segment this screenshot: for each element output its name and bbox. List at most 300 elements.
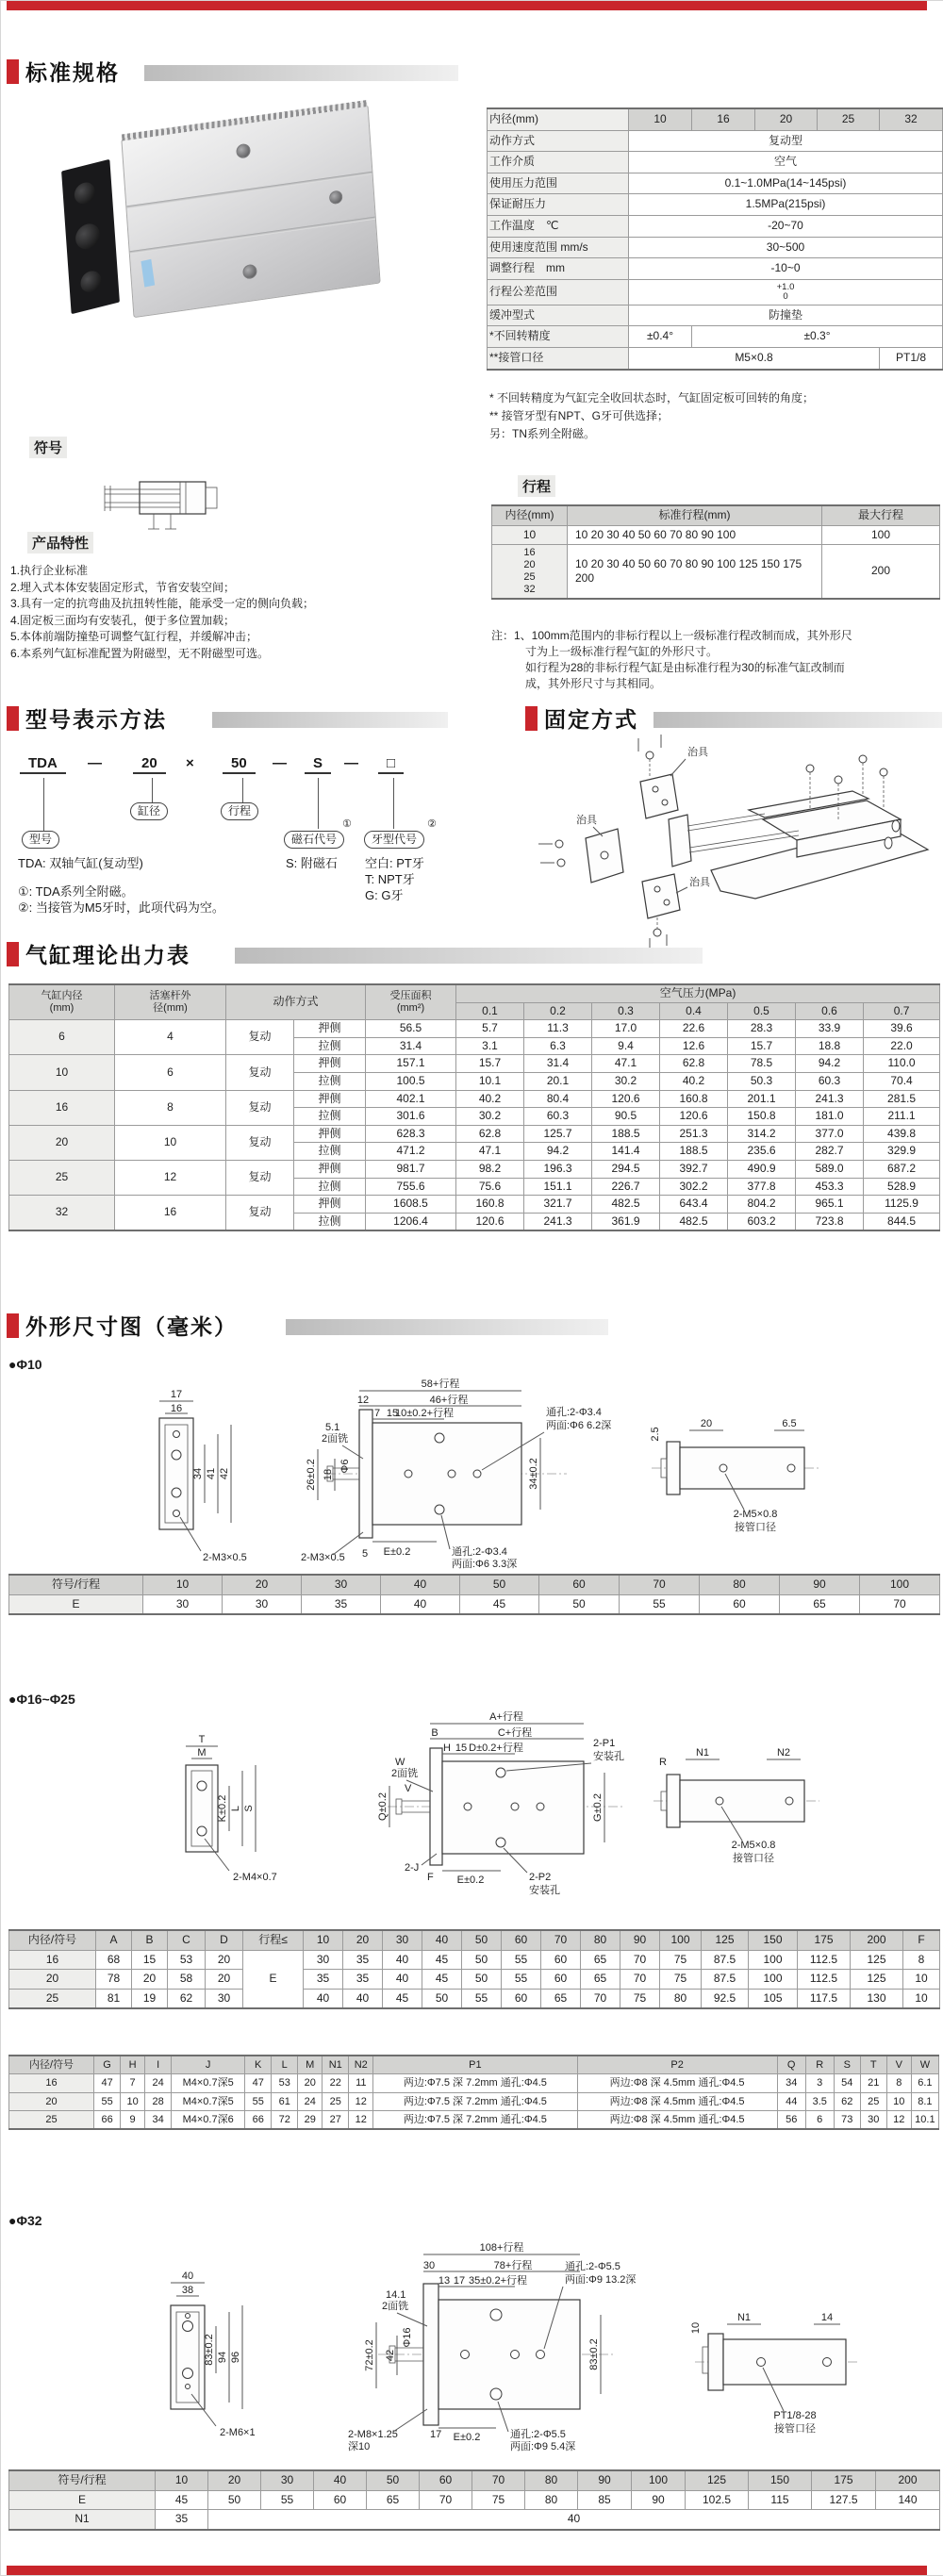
table-cell: 60 (502, 1989, 541, 2008)
table-cell: 28.3 (728, 1020, 796, 1038)
section-marker (525, 706, 538, 731)
connector (393, 778, 394, 829)
table-cell: 复动型 (629, 130, 943, 152)
model-code-note-2: ②: 当接管为M5牙时，此项代码为空。 (18, 900, 224, 915)
table-cell: 34 (145, 2110, 172, 2129)
table-cell: 50.3 (728, 1072, 796, 1090)
stroke-note-3: 如行程为28的非标行程气缸是由标准行程为30的标准气缸改制而 (525, 661, 845, 674)
table-cell: L (272, 2056, 298, 2074)
svg-text:20: 20 (700, 1418, 713, 1429)
table-cell: 482.5 (592, 1196, 660, 1214)
table-cell: 气缸内径 (mm) (9, 984, 115, 1020)
table-cell: 押侧 (294, 1125, 366, 1143)
table-cell: 25 (860, 2092, 886, 2110)
svg-text:2-M5×0.8: 2-M5×0.8 (733, 1509, 778, 1520)
bubble-model: 型号 (22, 831, 59, 849)
table-cell: 70 (620, 1970, 660, 1990)
feature-item: 1.执行企业标准 (10, 564, 89, 577)
model-code-magnet: S (305, 755, 331, 774)
table-cell: 复动 (226, 1196, 294, 1231)
svg-text:Φ16: Φ16 (402, 2327, 413, 2348)
table-cell: 127.5 (812, 2490, 876, 2510)
svg-text:2-J: 2-J (405, 1862, 420, 1874)
svg-text:14.1: 14.1 (386, 2289, 406, 2301)
svg-text:10±0.2+行程: 10±0.2+行程 (395, 1408, 454, 1419)
section-bar (212, 712, 448, 728)
table-cell: 125 (851, 1950, 903, 1970)
connector (152, 778, 153, 802)
table-cell: 55 (462, 1989, 502, 2008)
table-cell: 301.6 (366, 1108, 456, 1126)
table-cell: 复动 (226, 1055, 294, 1090)
fixing-plate (61, 159, 120, 314)
table-cell: 40.2 (456, 1090, 524, 1108)
stroke-note-4: 成，其外形尺寸与其相同。 (525, 677, 662, 690)
connector (318, 778, 319, 829)
table-cell: 5.7 (456, 1020, 524, 1038)
section-title-model: 型号表示方法 (25, 707, 167, 732)
phi10-front-view (159, 1389, 247, 1563)
table-cell: 缓冲型式 (488, 305, 629, 326)
section-bar (653, 712, 942, 728)
table-cell: 65 (780, 1594, 860, 1614)
feature-item: 2.埋入式本体安装固定形式，节省安装空间； (10, 580, 236, 594)
svg-text:两面:Φ9 5.4深: 两面:Φ9 5.4深 (510, 2441, 576, 2452)
table-cell: 符号/行程 (9, 1575, 143, 1594)
table-row (9, 2510, 940, 2530)
svg-text:两面:Φ9 13.2深: 两面:Φ9 13.2深 (565, 2274, 637, 2286)
table-cell: M5×0.8 (629, 347, 880, 369)
table-cell: 45 (422, 1950, 462, 1970)
svg-text:46+行程: 46+行程 (429, 1395, 469, 1406)
table-cell: 87.5 (702, 1950, 749, 1970)
svg-text:2-M5×0.8: 2-M5×0.8 (731, 1840, 776, 1851)
stroke-note-2: 寸为上一级标准行程气缸的外形尺寸。 (525, 645, 719, 658)
svg-text:5: 5 (362, 1548, 369, 1560)
table-cell: 60 (314, 2490, 367, 2510)
table-row (9, 1125, 940, 1143)
table-cell: 80 (700, 1575, 780, 1594)
table-cell: 85 (578, 2490, 632, 2510)
table-row (492, 545, 940, 600)
table-cell: 150 (749, 2470, 812, 2490)
table-cell: 活塞杆外 径(mm) (115, 984, 226, 1020)
model-code-desc-s: S: 附磁石 (286, 856, 338, 870)
svg-text:15: 15 (386, 1408, 399, 1419)
table-cell: C (168, 1930, 206, 1950)
table-cell: 44 (777, 2092, 805, 2110)
table-cell: 100 (749, 1950, 798, 1970)
svg-text:M: M (197, 1747, 207, 1759)
table-cell: 102.5 (686, 2490, 749, 2510)
force-output-table (8, 983, 940, 1231)
table-cell: 标准行程(mm) (568, 505, 822, 525)
table-cell: 282.7 (796, 1143, 864, 1161)
table-cell: 188.5 (592, 1125, 660, 1143)
table-cell: 调整行程 mm (488, 258, 629, 280)
table-cell: 20 (206, 1970, 243, 1990)
table-cell: 68 (96, 1950, 132, 1970)
table-cell: -10~0 (629, 258, 943, 280)
table-cell: 40 (383, 1970, 422, 1990)
table-cell: E (9, 2490, 156, 2510)
table-cell: 拉侧 (294, 1108, 366, 1126)
table-cell: 10 (903, 1970, 940, 1990)
table-cell: 16 (115, 1196, 226, 1231)
table-cell: 两边:Φ7.5 深 7.2mm 通孔:Φ4.5 (373, 2110, 577, 2129)
table-cell: 75 (620, 1989, 660, 2008)
section-title-force: 气缸理论出力表 (25, 943, 190, 967)
table-cell: 251.3 (660, 1125, 728, 1143)
table-cell: 30 (143, 1594, 223, 1614)
connector (43, 778, 44, 831)
table-cell: 35 (343, 1950, 383, 1970)
table-cell: 10 (886, 2092, 911, 2110)
table-cell: 押侧 (294, 1055, 366, 1073)
svg-text:接管口径: 接管口径 (733, 1853, 774, 1864)
svg-text:N1: N1 (736, 2312, 752, 2323)
svg-text:B: B (431, 1727, 438, 1739)
table-cell: 72 (272, 2110, 298, 2129)
svg-text:38: 38 (181, 2285, 194, 2296)
table-cell: 押侧 (294, 1090, 366, 1108)
table-cell: 80 (660, 1989, 702, 2008)
table-row (9, 1575, 940, 1594)
table-cell: 482.5 (660, 1213, 728, 1230)
table-cell: 47 (245, 2074, 272, 2092)
phi10-side-view (301, 1377, 611, 1570)
svg-text:2面铣: 2面铣 (382, 2301, 409, 2312)
table-cell: 10.1 (911, 2110, 938, 2129)
table-cell: 内径/符号 (9, 2056, 94, 2074)
table-cell: 90.5 (592, 1108, 660, 1126)
table-cell: 35 (156, 2510, 208, 2530)
table-cell: M (298, 2056, 323, 2074)
svg-text:40: 40 (181, 2271, 194, 2282)
table-cell: 141.4 (592, 1143, 660, 1161)
table-cell: 31.4 (524, 1055, 592, 1073)
svg-text:2-M3×0.5: 2-M3×0.5 (301, 1552, 345, 1563)
table-cell: 10 (629, 108, 692, 130)
table-cell: **接管口径 (488, 347, 629, 369)
table-cell: 20 (9, 1125, 115, 1160)
table-cell: 56 (777, 2110, 805, 2129)
table-row (488, 152, 943, 173)
table-cell: 62 (168, 1989, 206, 2008)
svg-text:Φ6: Φ6 (339, 1459, 351, 1474)
table-cell: 50 (460, 1575, 539, 1594)
serrated-edge (122, 100, 368, 141)
feature-item: 3.具有一定的抗弯曲及抗扭转性能，能承受一定的侧向负载； (10, 597, 315, 610)
table-cell: 内径(mm) (492, 505, 568, 525)
spec-table (487, 107, 943, 371)
table-row (488, 258, 943, 280)
table-cell: 50 (208, 2490, 261, 2510)
table-cell: 20 (132, 1970, 168, 1990)
circled-1: ① (342, 818, 352, 830)
table-row (9, 1930, 940, 1950)
table-cell: 60 (700, 1594, 780, 1614)
features-list (10, 563, 314, 662)
table-cell: 7 (121, 2074, 145, 2092)
svg-text:通孔:2-Φ3.4: 通孔:2-Φ3.4 (452, 1546, 507, 1558)
section-bar (235, 948, 703, 964)
model-code-note-1: ①: TDA系列全附磁。 (18, 884, 134, 899)
table-cell: 981.7 (366, 1160, 456, 1178)
table-cell: 16 (9, 2074, 94, 2092)
table-cell: 200 (851, 1930, 903, 1950)
model-code-series: TDA (20, 755, 66, 774)
svg-text:17: 17 (170, 1389, 183, 1400)
table-cell: 628.3 (366, 1125, 456, 1143)
stroke-label: 行程 (518, 475, 555, 497)
table-cell: 65 (367, 2490, 420, 2510)
table-cell: 内径/符号 (9, 1930, 96, 1950)
table-cell: 6 (805, 2110, 834, 2129)
svg-text:7: 7 (373, 1408, 381, 1419)
table-row (9, 2490, 940, 2510)
table-cell: 12 (349, 2092, 373, 2110)
table-cell: 965.1 (796, 1196, 864, 1214)
table-cell: 60.3 (796, 1072, 864, 1090)
jig-label: 治具 (576, 815, 597, 826)
svg-text:34: 34 (192, 1467, 204, 1480)
phi32-dimension-drawing (1, 2232, 943, 2462)
table-cell: 15.7 (456, 1055, 524, 1073)
table-cell: 40 (343, 1989, 383, 2008)
table-cell: 8 (886, 2074, 911, 2092)
table-cell: 643.4 (660, 1196, 728, 1214)
model-code-stroke: 50 (223, 755, 256, 774)
top-red-bar (7, 1, 927, 10)
table-cell: 20 (206, 1950, 243, 1970)
table-cell: 32 (880, 108, 943, 130)
table-cell: 100 (632, 2470, 686, 2490)
table-cell: 9.4 (592, 1037, 660, 1055)
table-cell: 117.5 (798, 1989, 851, 2008)
table-cell: 8 (115, 1090, 226, 1125)
table-cell: 22 (323, 2074, 349, 2092)
table-cell: 196.3 (524, 1160, 592, 1178)
table-cell: 16 (692, 108, 755, 130)
svg-text:H: H (443, 1742, 451, 1754)
table-cell: 140 (876, 2490, 940, 2510)
spec-note-3: 另：TN系列全附磁。 (489, 427, 595, 440)
table-row (9, 1970, 940, 1990)
table-cell: M4×0.7深5 (172, 2074, 245, 2092)
table-cell: 80 (525, 2490, 578, 2510)
table-cell: 使用压力范围 (488, 173, 629, 194)
phi10-bullet: ●Φ10 (8, 1357, 42, 1372)
table-cell: 动作方式 (488, 130, 629, 152)
table-cell: 6.3 (524, 1037, 592, 1055)
svg-text:A+行程: A+行程 (489, 1711, 523, 1723)
table-cell: 10 (304, 1930, 343, 1950)
table-cell: 120.6 (592, 1090, 660, 1108)
table-cell: 50 (367, 2470, 420, 2490)
table-cell: 1206.4 (366, 1213, 456, 1230)
table-cell: 70 (541, 1930, 581, 1950)
table-cell: 复动 (226, 1020, 294, 1055)
table-cell: 21 (860, 2074, 886, 2092)
table-cell: 100 (860, 1575, 940, 1594)
table-cell: 10 20 30 40 50 60 70 80 90 100 (568, 525, 822, 545)
table-cell: 329.9 (864, 1143, 940, 1161)
svg-text:S: S (243, 1805, 255, 1812)
table-cell: 25 (9, 1989, 96, 2008)
spec-note-2: ** 接管牙型有NPT、G牙可供选择； (489, 409, 670, 422)
table-cell: 402.1 (366, 1090, 456, 1108)
table-cell: 3 (805, 2074, 834, 2092)
table-cell: 377.0 (796, 1125, 864, 1143)
table-cell: 空气压力(MPa) (456, 984, 940, 1002)
svg-text:14: 14 (820, 2312, 834, 2323)
table-cell: 45 (156, 2490, 208, 2510)
rod-hole (74, 180, 95, 206)
table-cell: 24 (298, 2092, 323, 2110)
table-cell: 75 (660, 1950, 702, 1970)
table-cell: 125 (686, 2470, 749, 2490)
table-cell: 19 (132, 1989, 168, 2008)
table-cell: 10 (903, 1989, 940, 2008)
bubble-bore: 缸径 (130, 802, 168, 820)
table-cell: 62 (834, 2092, 860, 2110)
table-cell: 235.6 (728, 1143, 796, 1161)
table-cell: 110.0 (864, 1055, 940, 1073)
table-row (9, 1090, 940, 1108)
table-cell: 内径(mm) (488, 108, 629, 130)
table-cell: 53 (168, 1950, 206, 1970)
table-cell: E (9, 1594, 143, 1614)
table-cell: A (96, 1930, 132, 1950)
svg-text:2-P2: 2-P2 (529, 1872, 552, 1883)
table-row (9, 2470, 940, 2490)
table-cell: 81 (96, 1989, 132, 2008)
table-cell: 70 (472, 2470, 525, 2490)
table-cell: 150 (749, 1930, 798, 1950)
thread-option-t: T: NPT牙 (365, 872, 415, 886)
table-cell: 复动 (226, 1090, 294, 1125)
table-cell: 1125.9 (864, 1196, 940, 1214)
table-cell: P1 (373, 2056, 577, 2074)
spec-note-1: * 不回转精度为气缸完全收回状态时，气缸固定板可回转的角度； (489, 391, 815, 405)
section-bar (144, 65, 458, 81)
table-cell: 302.2 (660, 1178, 728, 1196)
table-cell: 80 (525, 2470, 578, 2490)
table-cell: 30 (304, 1950, 343, 1970)
table-cell: 拉侧 (294, 1072, 366, 1090)
table-cell: 78.5 (728, 1055, 796, 1073)
table-cell: 30 (860, 2110, 886, 2129)
table-cell: 30 (223, 1594, 302, 1614)
table-cell: 804.2 (728, 1196, 796, 1214)
table-cell: 25 (9, 2110, 94, 2129)
table-cell: 241.3 (796, 1090, 864, 1108)
table-cell: 0.5 (728, 1002, 796, 1020)
table-cell: N1 (9, 2510, 156, 2530)
table-row (9, 1594, 940, 1614)
svg-text:2面铣: 2面铣 (322, 1433, 349, 1445)
screw (242, 264, 257, 280)
table-cell: 211.1 (864, 1108, 940, 1126)
blue-sticker (141, 259, 155, 288)
svg-text:2-M8×1.25: 2-M8×1.25 (348, 2429, 398, 2440)
table-cell: 10 (9, 1055, 115, 1090)
svg-text:30: 30 (422, 2260, 436, 2271)
table-cell: 60 (541, 1970, 581, 1990)
phi10-dimension-drawing (1, 1376, 943, 1574)
table-cell: 押侧 (294, 1196, 366, 1214)
table-cell: 40 (381, 1575, 460, 1594)
table-cell: J (172, 2056, 245, 2074)
svg-text:42: 42 (219, 1467, 230, 1480)
table-cell: 294.5 (592, 1160, 660, 1178)
table-cell: 160.8 (456, 1196, 524, 1214)
table-cell: 151.1 (524, 1178, 592, 1196)
table-cell: 空气 (629, 152, 943, 173)
table-cell: 40 (304, 1989, 343, 2008)
table-cell: K (245, 2056, 272, 2074)
svg-text:E±0.2: E±0.2 (453, 2432, 481, 2443)
svg-text:两面:Φ6 3.3深: 两面:Φ6 3.3深 (452, 1559, 518, 1570)
table-cell: 321.7 (524, 1196, 592, 1214)
svg-text:F: F (427, 1872, 434, 1883)
table-cell: 25 (323, 2092, 349, 2110)
svg-text:E±0.2: E±0.2 (456, 1874, 485, 1886)
table-cell: 6.1 (911, 2074, 938, 2092)
table-cell: 40 (314, 2470, 367, 2490)
svg-text:通孔:2-Φ5.5: 通孔:2-Φ5.5 (565, 2261, 620, 2272)
table-cell: 两边:Φ8 深 4.5mm 通孔:Φ4.5 (577, 2074, 777, 2092)
table-cell: 25 (818, 108, 880, 130)
table-cell: 70 (581, 1989, 620, 2008)
table-cell: 工作温度 ℃ (488, 215, 629, 237)
table-cell: 62.8 (456, 1125, 524, 1143)
table-cell: 75 (660, 1970, 702, 1990)
model-code-dash: — (344, 755, 358, 771)
table-row (488, 326, 943, 348)
table-cell: 18.8 (796, 1037, 864, 1055)
table-cell: 两边:Φ7.5 深 7.2mm 通孔:Φ4.5 (373, 2092, 577, 2110)
table-cell: 120.6 (456, 1213, 524, 1230)
table-cell: 3.5 (805, 2092, 834, 2110)
thread-option-g: G: G牙 (365, 888, 404, 902)
table-row (488, 194, 943, 216)
screw (236, 143, 251, 159)
table-cell: 最大行程 (822, 505, 940, 525)
table-cell: 55 (502, 1950, 541, 1970)
svg-text:T: T (198, 1734, 206, 1745)
table-row (9, 2056, 939, 2074)
table-cell: 11.3 (524, 1020, 592, 1038)
svg-text:2.5: 2.5 (650, 1427, 661, 1442)
table-cell: 75.6 (456, 1178, 524, 1196)
table-cell: 0.6 (796, 1002, 864, 1020)
table-cell: 1.5MPa(215psi) (629, 194, 943, 216)
table-cell: 3.1 (456, 1037, 524, 1055)
svg-text:C+行程: C+行程 (497, 1727, 533, 1739)
table-cell: 55 (620, 1594, 700, 1614)
svg-text:41: 41 (206, 1467, 217, 1480)
table-cell: 28 (145, 2092, 172, 2110)
table-cell: 4 (115, 1020, 226, 1055)
table-cell: B (132, 1930, 168, 1950)
table-cell: 10 (492, 525, 568, 545)
table-cell: 6 (115, 1055, 226, 1090)
svg-text:94: 94 (217, 2351, 228, 2364)
table-cell: 200 (822, 545, 940, 600)
svg-text:2-M4×0.7: 2-M4×0.7 (233, 1872, 277, 1883)
